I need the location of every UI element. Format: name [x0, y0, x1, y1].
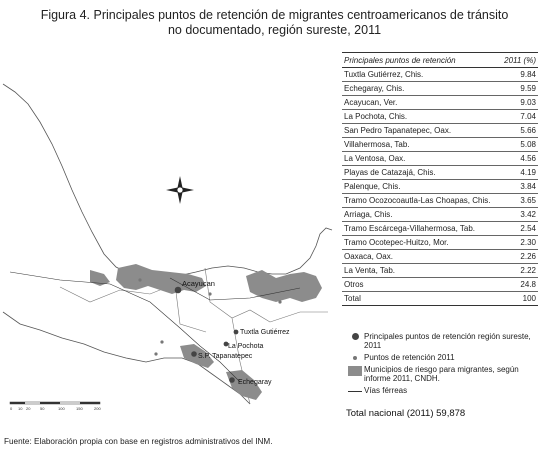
table-row — [342, 124, 538, 138]
point-retention[interactable] — [278, 300, 281, 303]
row-value: 9.03 — [520, 98, 536, 107]
point-tapanatepec[interactable] — [191, 351, 197, 357]
table-row — [342, 292, 538, 306]
row-value: 5.66 — [520, 126, 536, 135]
table-row — [342, 96, 538, 110]
table-row — [342, 236, 538, 250]
point-retention[interactable] — [154, 352, 157, 355]
row-place: Total — [344, 294, 361, 303]
row-place: Tramo Ocotepec-Huitzo, Mor. — [344, 238, 449, 247]
row-value: 2.22 — [520, 266, 536, 275]
railway-icon — [348, 391, 362, 392]
svg-text:20: 20 — [26, 406, 31, 411]
row-value: 9.59 — [520, 84, 536, 93]
row-value: 5.08 — [520, 140, 536, 149]
point-tuxtla[interactable] — [234, 330, 239, 335]
point-echegaray[interactable] — [229, 377, 235, 383]
legend-rail: Vías férreas — [346, 386, 542, 395]
label-tuxtla: Tuxtla Gutiérrez — [240, 329, 290, 336]
source-note: Fuente: Elaboración propia con base en registros administrativos del INM. — [4, 437, 273, 446]
row-value: 100 — [522, 294, 536, 303]
total-nacional: Total nacional (2011) 59,878 — [346, 408, 466, 419]
point-retention[interactable] — [208, 292, 211, 295]
svg-text:50: 50 — [40, 406, 45, 411]
main-point-icon — [352, 333, 359, 340]
svg-text:200: 200 — [94, 406, 101, 411]
header-value: 2011 (%) — [504, 56, 536, 65]
row-place: Tramo Ocozocoautla-Las Choapas, Chis. — [344, 196, 491, 205]
label-tapanatepec: S.P. Tapanatepec — [198, 353, 253, 360]
row-value: 3.42 — [520, 210, 536, 219]
risk-area-tabasco — [246, 270, 322, 302]
figure-title — [0, 8, 549, 38]
point-retention[interactable] — [138, 278, 141, 281]
row-value: 7.04 — [520, 112, 536, 121]
figure-title-line2: no documentado, región sureste, 2011 — [167, 23, 382, 37]
svg-text:0: 0 — [10, 406, 13, 411]
row-place: Playas de Catazajá, Chis. — [344, 168, 436, 177]
label-pochota: La Pochota — [228, 343, 264, 350]
row-value: 3.84 — [520, 182, 536, 191]
row-place: Echegaray, Chis. — [344, 84, 405, 93]
row-place: San Pedro Tapanatepec, Oax. — [344, 126, 452, 135]
table-row — [342, 208, 538, 222]
row-value: 4.56 — [520, 154, 536, 163]
point-retention[interactable] — [160, 340, 163, 343]
table-row — [342, 138, 538, 152]
table-row — [342, 110, 538, 124]
legend-municipios: Municipios de riesgo para migrantes, según informe 2011, CNDH. — [346, 365, 542, 383]
point-icon — [353, 356, 357, 360]
svg-text:100: 100 — [58, 406, 65, 411]
table-row — [342, 180, 538, 194]
row-place: Villahermosa, Tab. — [344, 140, 410, 149]
table-header — [342, 52, 538, 68]
row-place: Arriaga, Chis. — [344, 210, 393, 219]
legend-points-2011: Puntos de retención 2011 — [346, 353, 542, 362]
row-place: Tuxtla Gutiérrez, Chis. — [344, 70, 424, 79]
legend-main-points: Principales puntos de retención región sureste, 2011 — [346, 332, 542, 350]
svg-text:10: 10 — [18, 406, 23, 411]
row-place: La Venta, Tab. — [344, 266, 396, 275]
header-place: Principales puntos de retención — [344, 56, 456, 65]
table-body — [342, 68, 538, 306]
row-value: 24.8 — [520, 280, 536, 289]
point-acayucan[interactable] — [175, 287, 182, 294]
row-place: La Pochota, Chis. — [344, 112, 408, 121]
region-map[interactable] — [0, 62, 335, 422]
row-place: Otros — [344, 280, 364, 289]
label-echegaray: Echegaray — [238, 379, 272, 386]
row-place: Oaxaca, Oax. — [344, 252, 393, 261]
table-row — [342, 264, 538, 278]
table-row — [342, 250, 538, 264]
row-value: 4.19 — [520, 168, 536, 177]
svg-text:150: 150 — [76, 406, 83, 411]
table-row — [342, 82, 538, 96]
row-place: La Ventosa, Oax. — [344, 154, 406, 163]
row-value: 3.65 — [520, 196, 536, 205]
row-place: Tramo Escárcega-Villahermosa, Tab. — [344, 224, 476, 233]
row-value: 2.26 — [520, 252, 536, 261]
table-row — [342, 222, 538, 236]
figure-title-line1: Figura 4. Principales puntos de retención de migrantes centroamericanos de tránsito — [40, 8, 509, 22]
row-place: Palenque, Chis. — [344, 182, 401, 191]
table-row — [342, 194, 538, 208]
map-legend — [346, 332, 542, 398]
compass-rose-icon — [166, 176, 194, 204]
row-value: 9.84 — [520, 70, 536, 79]
table-row — [342, 152, 538, 166]
row-place: Acayucan, Ver. — [344, 98, 398, 107]
retention-table — [342, 52, 538, 306]
table-row — [342, 166, 538, 180]
table-row — [342, 278, 538, 292]
risk-area-icon — [348, 366, 362, 376]
table-row — [342, 68, 538, 82]
coastline — [3, 84, 332, 278]
row-value: 2.54 — [520, 224, 536, 233]
label-acayucan: Acayucan — [182, 279, 215, 288]
scale-bar — [10, 402, 101, 411]
row-value: 2.30 — [520, 238, 536, 247]
